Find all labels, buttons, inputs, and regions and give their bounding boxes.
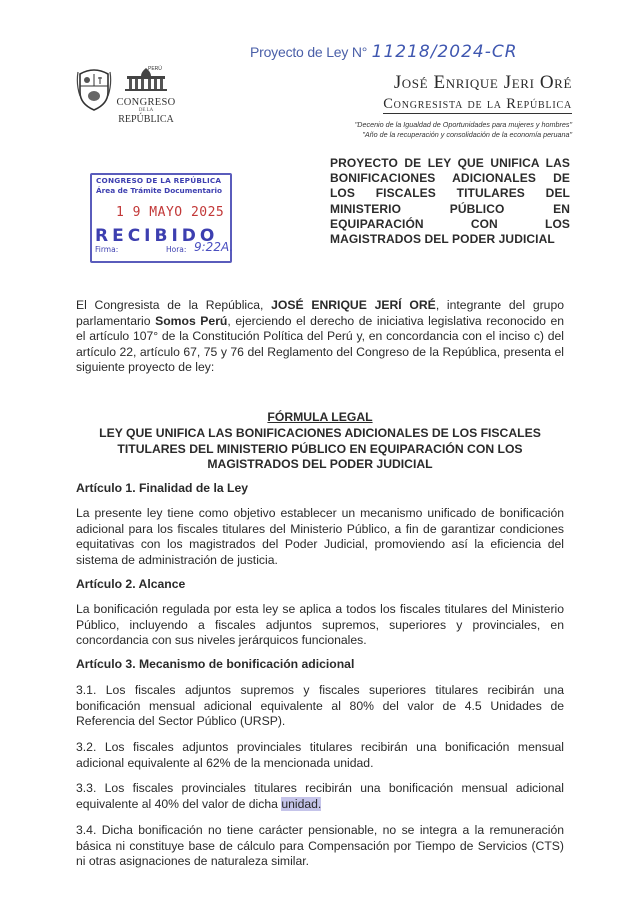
article-1-text: La presente ley tiene como objetivo establecer un mecanismo unificado de bonificación adicional para los fiscales titulares del Ministerio Público, a fin de garantizar condiciones equitativas con los magistrados del Poder Judicial, promoviendo así la eficiencia del sistema de administración de justicia.: [76, 506, 564, 567]
law-title: LEY QUE UNIFICA LAS BONIFICACIONES ADICIONALES DE LOS FISCALES TITULARES DEL MINISTERIO PÚBLICO EN EQUIPARACIÓN CON LOS MAGISTRADOS DEL PODER JUDICIAL: [99, 426, 541, 472]
article-3-3-main: 3.3. Los fiscales provinciales titulares recibirán una bonificación mensual adicional equivalente al 40% del valor de dicha: [76, 781, 564, 811]
logo-congreso-text: CONGRESO: [116, 97, 176, 108]
article-3-1-text: 3.1. Los fiscales adjuntos supremos y fiscales superiores titulares recibirán una bonificación mensual adicional equivalente al 80% del valor de 4.5 Unidades de Referencia del Sector Público (URSP).: [76, 683, 564, 729]
article-3-heading: Artículo 3. Mecanismo de bonificación adicional: [76, 657, 355, 671]
member-header: [383, 72, 572, 114]
bill-title: PROYECTO DE LEY QUE UNIFICA LAS BONIFICACIONES ADICIONALES DE LOS FISCALES TITULARES DEL MINISTERIO PÚBLICO EN EQUIPARACIÓN CON LOS MAGISTRADOS DEL PODER JUDICIAL: [330, 156, 570, 247]
article-2-text: La bonificación regulada por esta ley se aplica a todos los fiscales titulares del Ministerio Público, incluyendo a fiscales adjuntos supremos, superiores y provinciales, en concordancia con sus niveles jerárquicos funcionales.: [76, 602, 564, 648]
stamp-hora-value: 9:22A.: [194, 240, 234, 254]
intro-party: Somos Perú: [155, 313, 228, 328]
reception-stamp: [90, 173, 236, 263]
stamp-date: 1 9 MAYO 2025: [116, 205, 225, 220]
logo-peru-text: PERÚ: [148, 66, 162, 72]
member-name: José Enrique Jeri Oré: [393, 72, 572, 93]
decade-line: "Decenio de la Igualdad de Oportunidades para mujeres y hombres": [354, 120, 572, 129]
article-3-2-text: 3.2. Los fiscales adjuntos provinciales titulares recibirán una bonificación mensual adicional equivalente al 62% de la mencionada unidad.: [76, 740, 564, 770]
logo-de-la-text: DE LA: [138, 108, 154, 113]
article-3-3-highlight: unidad.: [281, 796, 322, 811]
stamp-firma-label: Firma:: [95, 245, 119, 254]
stamp-hora-label: Hora:: [166, 245, 187, 254]
article-1-heading: Artículo 1. Finalidad de la Ley: [76, 481, 249, 495]
intro-name: JOSÉ ENRIQUE JERÍ ORÉ: [271, 298, 436, 312]
logo-republica-text: REPÚBLICA: [118, 114, 174, 125]
congress-logo: [116, 66, 176, 125]
formula-legal-heading: FÓRMULA LEGAL: [267, 410, 373, 424]
intro-part1: El Congresista de la República,: [76, 298, 264, 312]
project-label: Proyecto de Ley N°: [250, 44, 368, 60]
article-3-4-text: 3.4. Dicha bonificación no tiene carácter pensionable, no se integra a la remuneración básica ni constituye base de cálculo para Compensación por Tiempo de Servicios (CTS) ni otras asignaciones de naturaleza similar.: [76, 823, 564, 869]
stamp-received: RECIBIDO: [95, 226, 219, 246]
article-2-heading: Artículo 2. Alcance: [76, 577, 186, 591]
project-number: 11218/2024-CR: [371, 42, 518, 62]
congress-building-icon: [121, 66, 171, 92]
stamp-line1: CONGRESO DE LA REPÚBLICA: [96, 176, 222, 185]
project-number-line: [250, 42, 580, 68]
intro-part2: , integrante del grupo parlamentario: [76, 298, 564, 328]
decade-year-names: [355, 120, 572, 140]
intro-paragraph: [76, 298, 564, 376]
article-3-3-text: [76, 781, 564, 812]
stamp-line2: Área de Trámite Documentario: [96, 186, 223, 195]
intro-part3: , ejerciendo el derecho de iniciativa legislativa reconocido en el artículo 107° de la Constitución Política del Perú y, en concordancia con el inciso c) del artículo 22, artículo 67, 75 y 76 del Reglamento del Congreso de la República, presenta el siguiente proyecto de ley:: [76, 313, 564, 375]
member-role: Congresista de la República: [383, 96, 572, 112]
year-line: "Año de la recuperación y consolidación de la economía peruana": [362, 130, 572, 139]
peru-shield-icon: [76, 66, 112, 112]
